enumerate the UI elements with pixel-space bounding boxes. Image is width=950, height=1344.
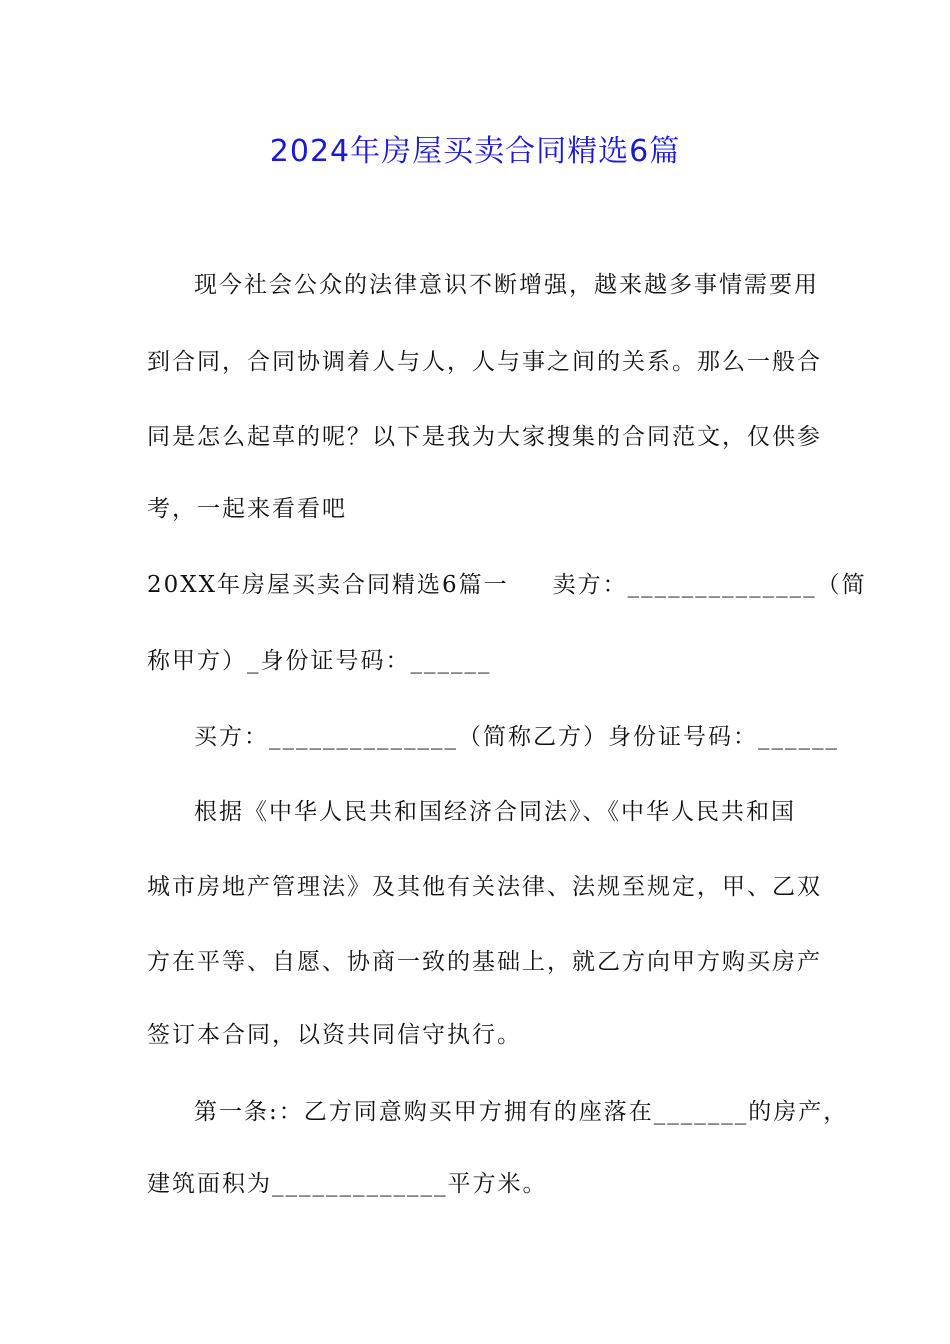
paragraph-line: 城市房地产管理法》及其他有关法律、法规至规定，甲、乙双 — [147, 874, 822, 900]
buyer-line: 买方：______________（简称乙方）身份证号码：______ — [194, 724, 839, 750]
paragraph-line: 同是怎么起草的呢？以下是我为大家搜集的合同范文，仅供参 — [147, 424, 822, 450]
document-title: 2024年房屋买卖合同精选6篇 — [269, 134, 681, 169]
paragraph-line: 方在平等、自愿、协商一致的基础上，就乙方向甲方购买房产 — [147, 949, 822, 975]
paragraph-line: 根据《中华人民共和国经济合同法》、《中华人民共和国 — [194, 799, 796, 825]
paragraph-line: 现今社会公众的法律意识不断增强，越来越多事情需要用 — [194, 272, 819, 298]
article-line: 建筑面积为_____________平方米。 — [147, 1171, 548, 1197]
paragraph-line: 考，一起来看看吧 — [147, 496, 347, 522]
paragraph-line: 到合同，合同协调着人与人，人与事之间的关系。那么一般合 — [147, 349, 822, 375]
section-heading: 20XX年房屋买卖合同精选6篇一 — [147, 572, 509, 598]
section-heading-line — [147, 568, 867, 602]
paragraph-line: 称甲方）_身份证号码：______ — [147, 648, 492, 674]
article-line: 第一条:：乙方同意购买甲方拥有的座落在_______的房产， — [194, 1099, 849, 1125]
seller-field: 卖方：______________（简 — [552, 572, 867, 598]
paragraph-line: 签订本合同，以资共同信守执行。 — [147, 1022, 522, 1048]
